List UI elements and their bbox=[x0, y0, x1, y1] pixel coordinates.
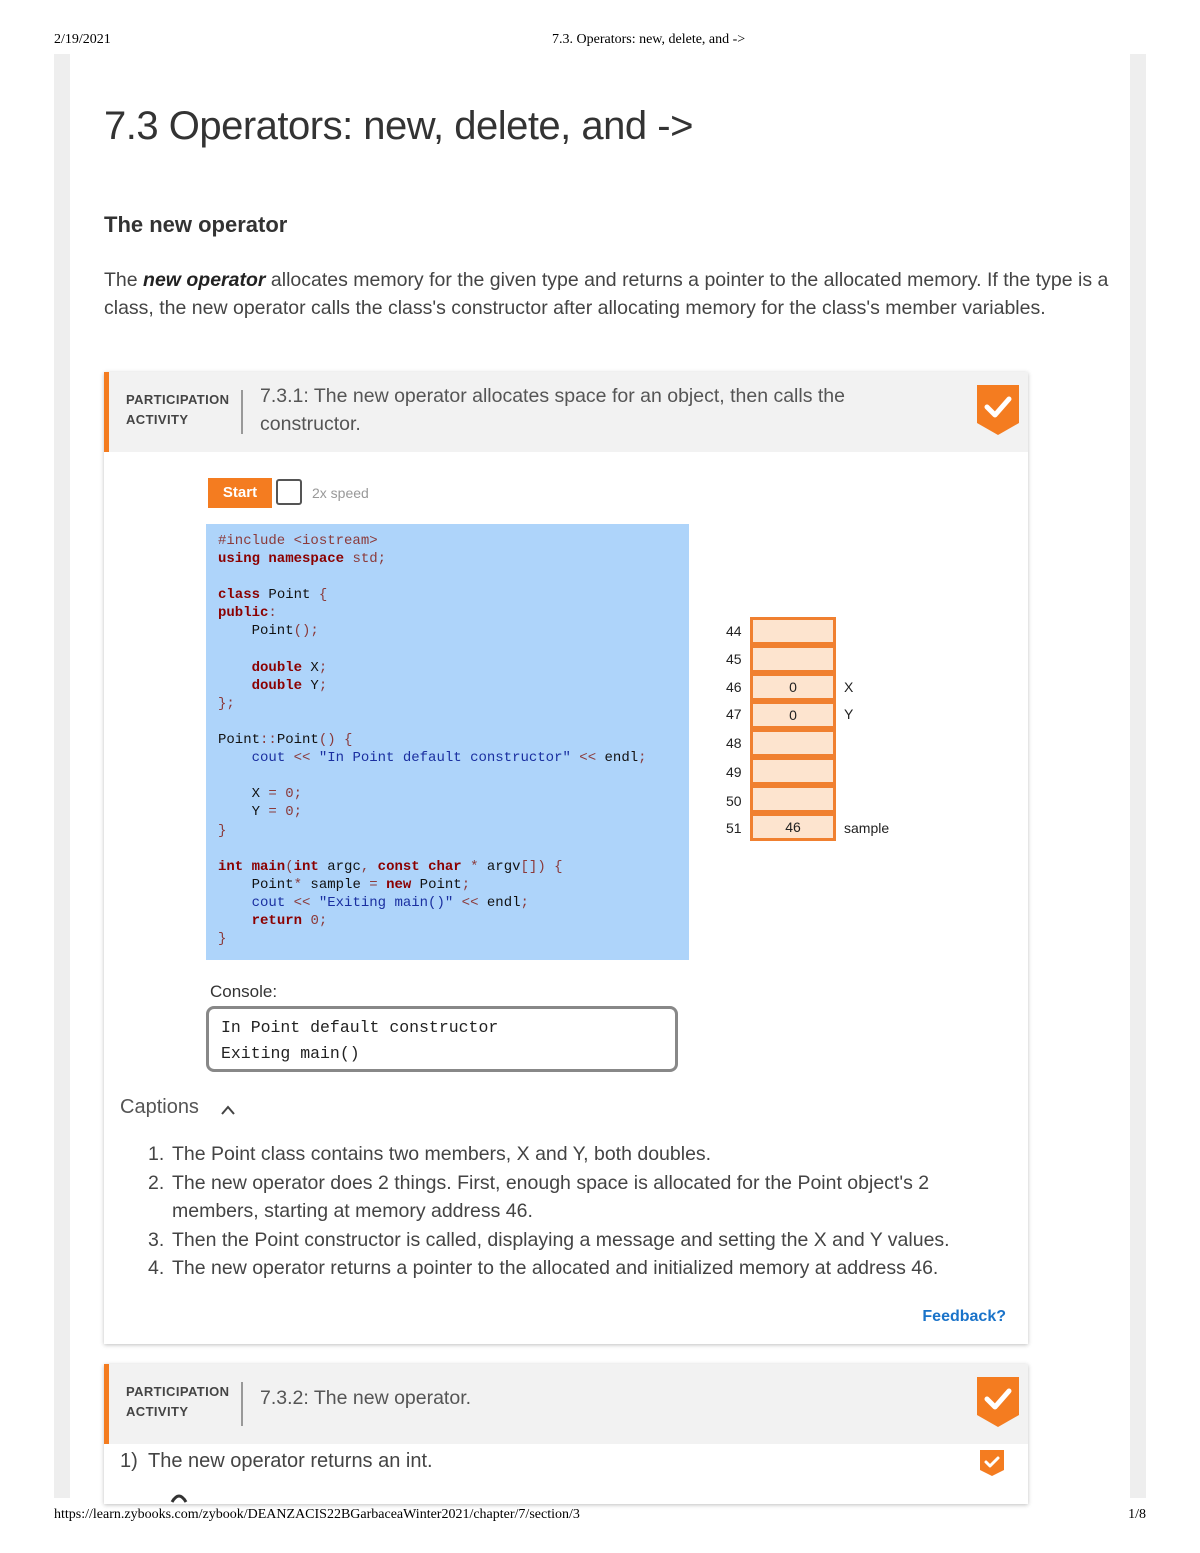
left-gutter bbox=[54, 54, 70, 1498]
captions-list bbox=[148, 1140, 988, 1283]
participation-activity-1 bbox=[104, 372, 1028, 1344]
memory-address: 44 bbox=[726, 623, 742, 639]
intro-before: The bbox=[104, 269, 144, 291]
caption-number: 1. bbox=[148, 1143, 165, 1165]
check-icon bbox=[980, 1450, 1004, 1476]
right-gutter bbox=[1130, 54, 1146, 1498]
pa-label-line1: PARTICIPATION bbox=[126, 392, 230, 407]
memory-label: Y bbox=[844, 706, 854, 722]
chevron-up-icon[interactable] bbox=[220, 1104, 236, 1116]
header-divider bbox=[241, 1382, 243, 1426]
caption-number: 4. bbox=[148, 1257, 165, 1279]
header-divider bbox=[241, 390, 243, 434]
memory-address: 45 bbox=[726, 651, 742, 667]
caption-item bbox=[148, 1140, 988, 1169]
activity-header bbox=[104, 1364, 1028, 1444]
caption-item bbox=[148, 1226, 988, 1255]
print-url: https://learn.zybooks.com/zybook/DEANZACIS22BGarbaceaWinter2021/chapter/7/section/3 bbox=[54, 1507, 580, 1522]
pa-label-line2: ACTIVITY bbox=[126, 412, 189, 427]
memory-cell bbox=[750, 729, 836, 757]
participation-activity-2 bbox=[104, 1364, 1028, 1504]
caption-text: Then the Point constructor is called, displaying a message and setting the X and Y values. bbox=[172, 1228, 950, 1251]
memory-label: sample bbox=[844, 820, 890, 836]
activity-title: 7.3.1: The new operator allocates space for an object, then calls the constructor. bbox=[260, 385, 845, 435]
memory-address: 50 bbox=[726, 793, 742, 809]
caption-item bbox=[148, 1254, 988, 1283]
check-badge-icon bbox=[977, 385, 1019, 435]
code-listing: #include <iostream> using namespace std; class Point { public: Point(); double X; double Y; }; Point::Point() { cout << "In Point default constructor" << endl; X = 0; Y = 0; } int main(int argc, const char * argv[]) { Point* sample = new Point; cout << "Exiting main()" << endl; return 0; } bbox=[206, 524, 689, 960]
print-date: 2/19/2021 bbox=[54, 32, 111, 47]
cut-off-glyph bbox=[168, 1488, 190, 1504]
feedback-link[interactable]: Feedback? bbox=[922, 1308, 1006, 1325]
caption-number: 3. bbox=[148, 1228, 165, 1251]
start-button[interactable]: Start bbox=[208, 478, 272, 508]
memory-address: 48 bbox=[726, 735, 742, 751]
console-output bbox=[206, 1006, 678, 1072]
pa-label-line2: ACTIVITY bbox=[126, 1404, 189, 1419]
captions-toggle[interactable]: Captions bbox=[120, 1096, 199, 1118]
caption-number: 2. bbox=[148, 1171, 165, 1194]
page-title: 7.3 Operators: new, delete, and -> bbox=[104, 104, 693, 148]
memory-address: 46 bbox=[726, 679, 742, 695]
intro-after: allocates memory for the given type and returns a pointer to the allocated memory. If the type is a class, the new operator calls the class's constructor after allocating memory for the class's member variables. bbox=[104, 269, 1109, 319]
activity-title: 7.3.2: The new operator. bbox=[260, 1387, 472, 1409]
print-page-number: 1/8 bbox=[1128, 1507, 1146, 1522]
question-number: 1) bbox=[120, 1450, 138, 1472]
speed-label: 2x speed bbox=[312, 485, 369, 501]
memory-cell: 46 bbox=[750, 813, 836, 841]
memory-label: X bbox=[844, 679, 854, 695]
check-badge-icon bbox=[977, 1377, 1019, 1427]
speed-checkbox[interactable] bbox=[276, 479, 302, 505]
memory-cell bbox=[750, 645, 836, 673]
memory-cell bbox=[750, 617, 836, 645]
participation-activity-label bbox=[126, 1382, 229, 1422]
caption-text: The new operator returns a pointer to the allocated and initialized memory at address 46. bbox=[172, 1257, 939, 1279]
participation-activity-label bbox=[126, 390, 229, 430]
caption-item bbox=[148, 1169, 988, 1226]
memory-cell: 0 bbox=[750, 701, 836, 729]
memory-address: 49 bbox=[726, 764, 742, 780]
console-line: In Point default constructor bbox=[221, 1018, 499, 1037]
question-text: The new operator returns an int. bbox=[148, 1450, 433, 1472]
memory-address: 47 bbox=[726, 706, 742, 722]
pa-label-line1: PARTICIPATION bbox=[126, 1384, 230, 1399]
caption-text: The Point class contains two members, X and Y, both doubles. bbox=[172, 1143, 712, 1165]
memory-cell bbox=[750, 757, 836, 785]
memory-cell: 0 bbox=[750, 673, 836, 701]
activity-header bbox=[104, 372, 1028, 452]
section-heading: The new operator bbox=[104, 212, 288, 237]
caption-text: The new operator does 2 things. First, enough space is allocated for the Point object's 2 members, starting at memory address 46. bbox=[172, 1171, 930, 1222]
print-title: 7.3. Operators: new, delete, and -> bbox=[552, 32, 746, 47]
console-label: Console: bbox=[210, 982, 278, 1001]
console-line: Exiting main() bbox=[221, 1044, 360, 1063]
intro-term: new operator bbox=[143, 269, 266, 291]
intro-paragraph bbox=[104, 266, 1114, 322]
memory-address: 51 bbox=[726, 820, 742, 836]
memory-cell bbox=[750, 785, 836, 813]
